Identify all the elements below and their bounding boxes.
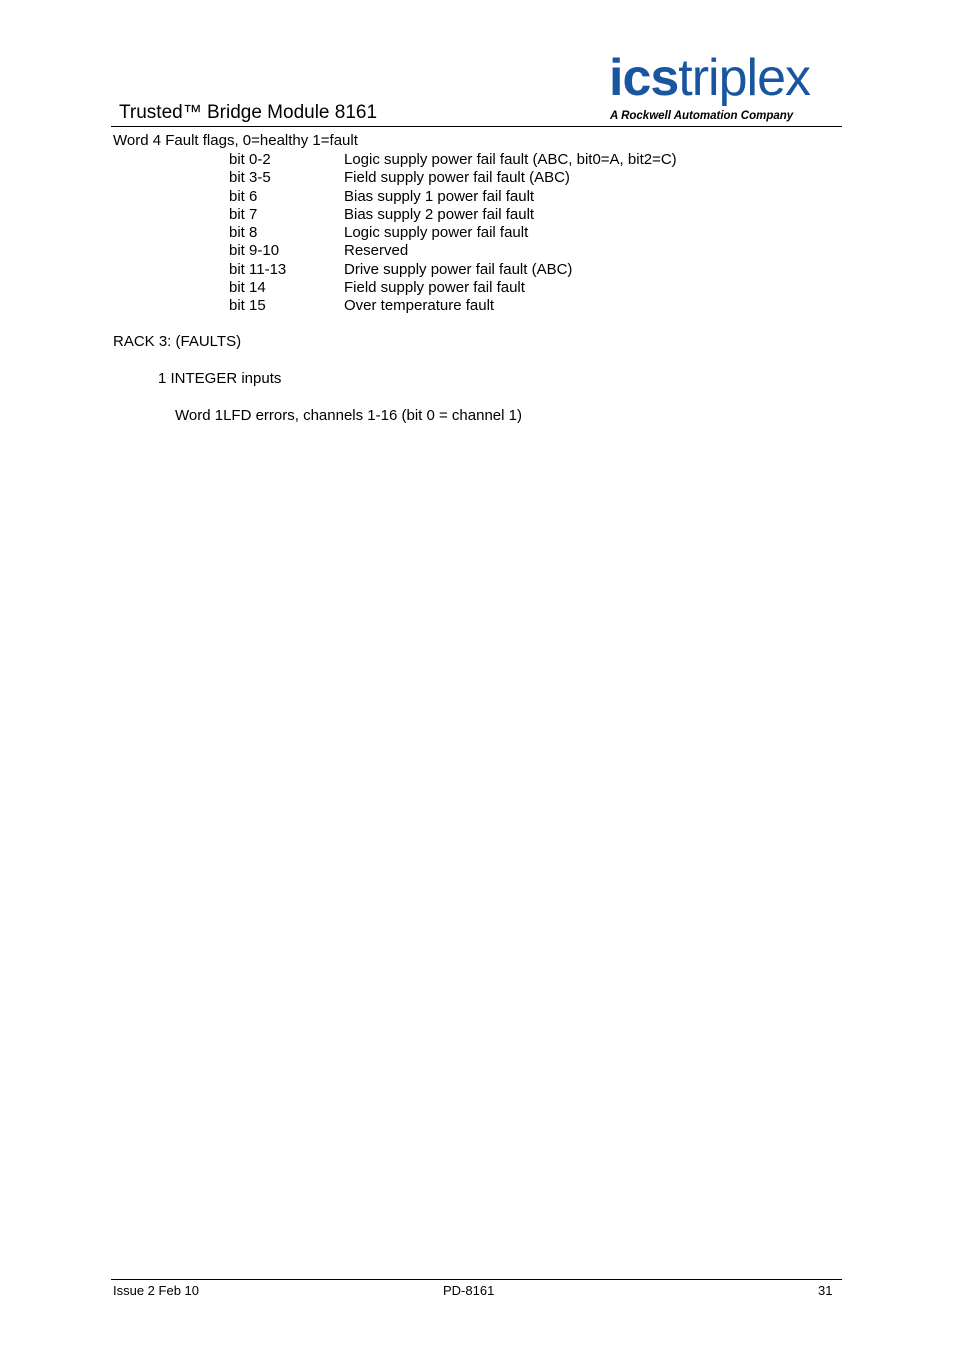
bit-description: Bias supply 1 power fail fault xyxy=(344,187,535,205)
bit-description: Logic supply power fail fault (ABC, bit0=A, bit2=C) xyxy=(344,151,677,168)
logo-tagline: A Rockwell Automation Company xyxy=(610,110,794,122)
bit-label: bit 15 xyxy=(229,297,266,314)
bit-label: bit 9-10 xyxy=(229,242,280,260)
page-number: 31 xyxy=(818,1283,833,1298)
bit-label: bit 7 xyxy=(229,205,258,223)
bit-description: Reserved xyxy=(344,242,409,260)
bit-description: Over temperature fault xyxy=(344,297,495,314)
word4-line xyxy=(113,132,358,150)
bit-label: bit 14 xyxy=(229,278,266,296)
bit-label: bit 8 xyxy=(229,224,258,241)
page-title: Trusted™ Bridge Module 8161 xyxy=(119,102,378,123)
bit-description: Drive supply power fail fault (ABC) xyxy=(344,260,573,278)
bit-label: bit 0-2 xyxy=(229,151,271,168)
footer-divider xyxy=(111,1279,842,1280)
word1-line xyxy=(175,407,522,425)
rack-heading: RACK 3: (FAULTS) xyxy=(113,333,242,350)
word4-label: Word 4 xyxy=(113,132,162,149)
bit-description: Bias supply 2 power fail fault xyxy=(344,205,535,223)
logo-brand-bold: ics xyxy=(609,49,679,107)
word1-text: LFD errors, channels 1-16 (bit 0 = channel 1) xyxy=(223,407,522,424)
bit-label: bit 11-13 xyxy=(229,260,287,278)
word1-label: Word 1 xyxy=(175,407,224,424)
bit-description: Field supply power fail fault xyxy=(344,278,525,296)
company-logo xyxy=(605,50,845,128)
bit-label: bit 3-5 xyxy=(229,169,271,187)
bit-label: bit 6 xyxy=(229,187,258,205)
header-divider xyxy=(111,126,842,127)
logo-wordmark xyxy=(609,50,810,106)
integer-inputs-line: 1 INTEGER inputs xyxy=(158,370,282,387)
bit-description: Field supply power fail fault (ABC) xyxy=(344,169,570,187)
word4-text: Fault flags, 0=healthy 1=fault xyxy=(165,132,358,149)
footer-doc-id: PD-8161 xyxy=(443,1283,495,1298)
logo-brand-light: triplex xyxy=(678,49,811,107)
footer-issue: Issue 2 Feb 10 xyxy=(113,1283,199,1298)
bit-description: Logic supply power fail fault xyxy=(344,224,529,241)
